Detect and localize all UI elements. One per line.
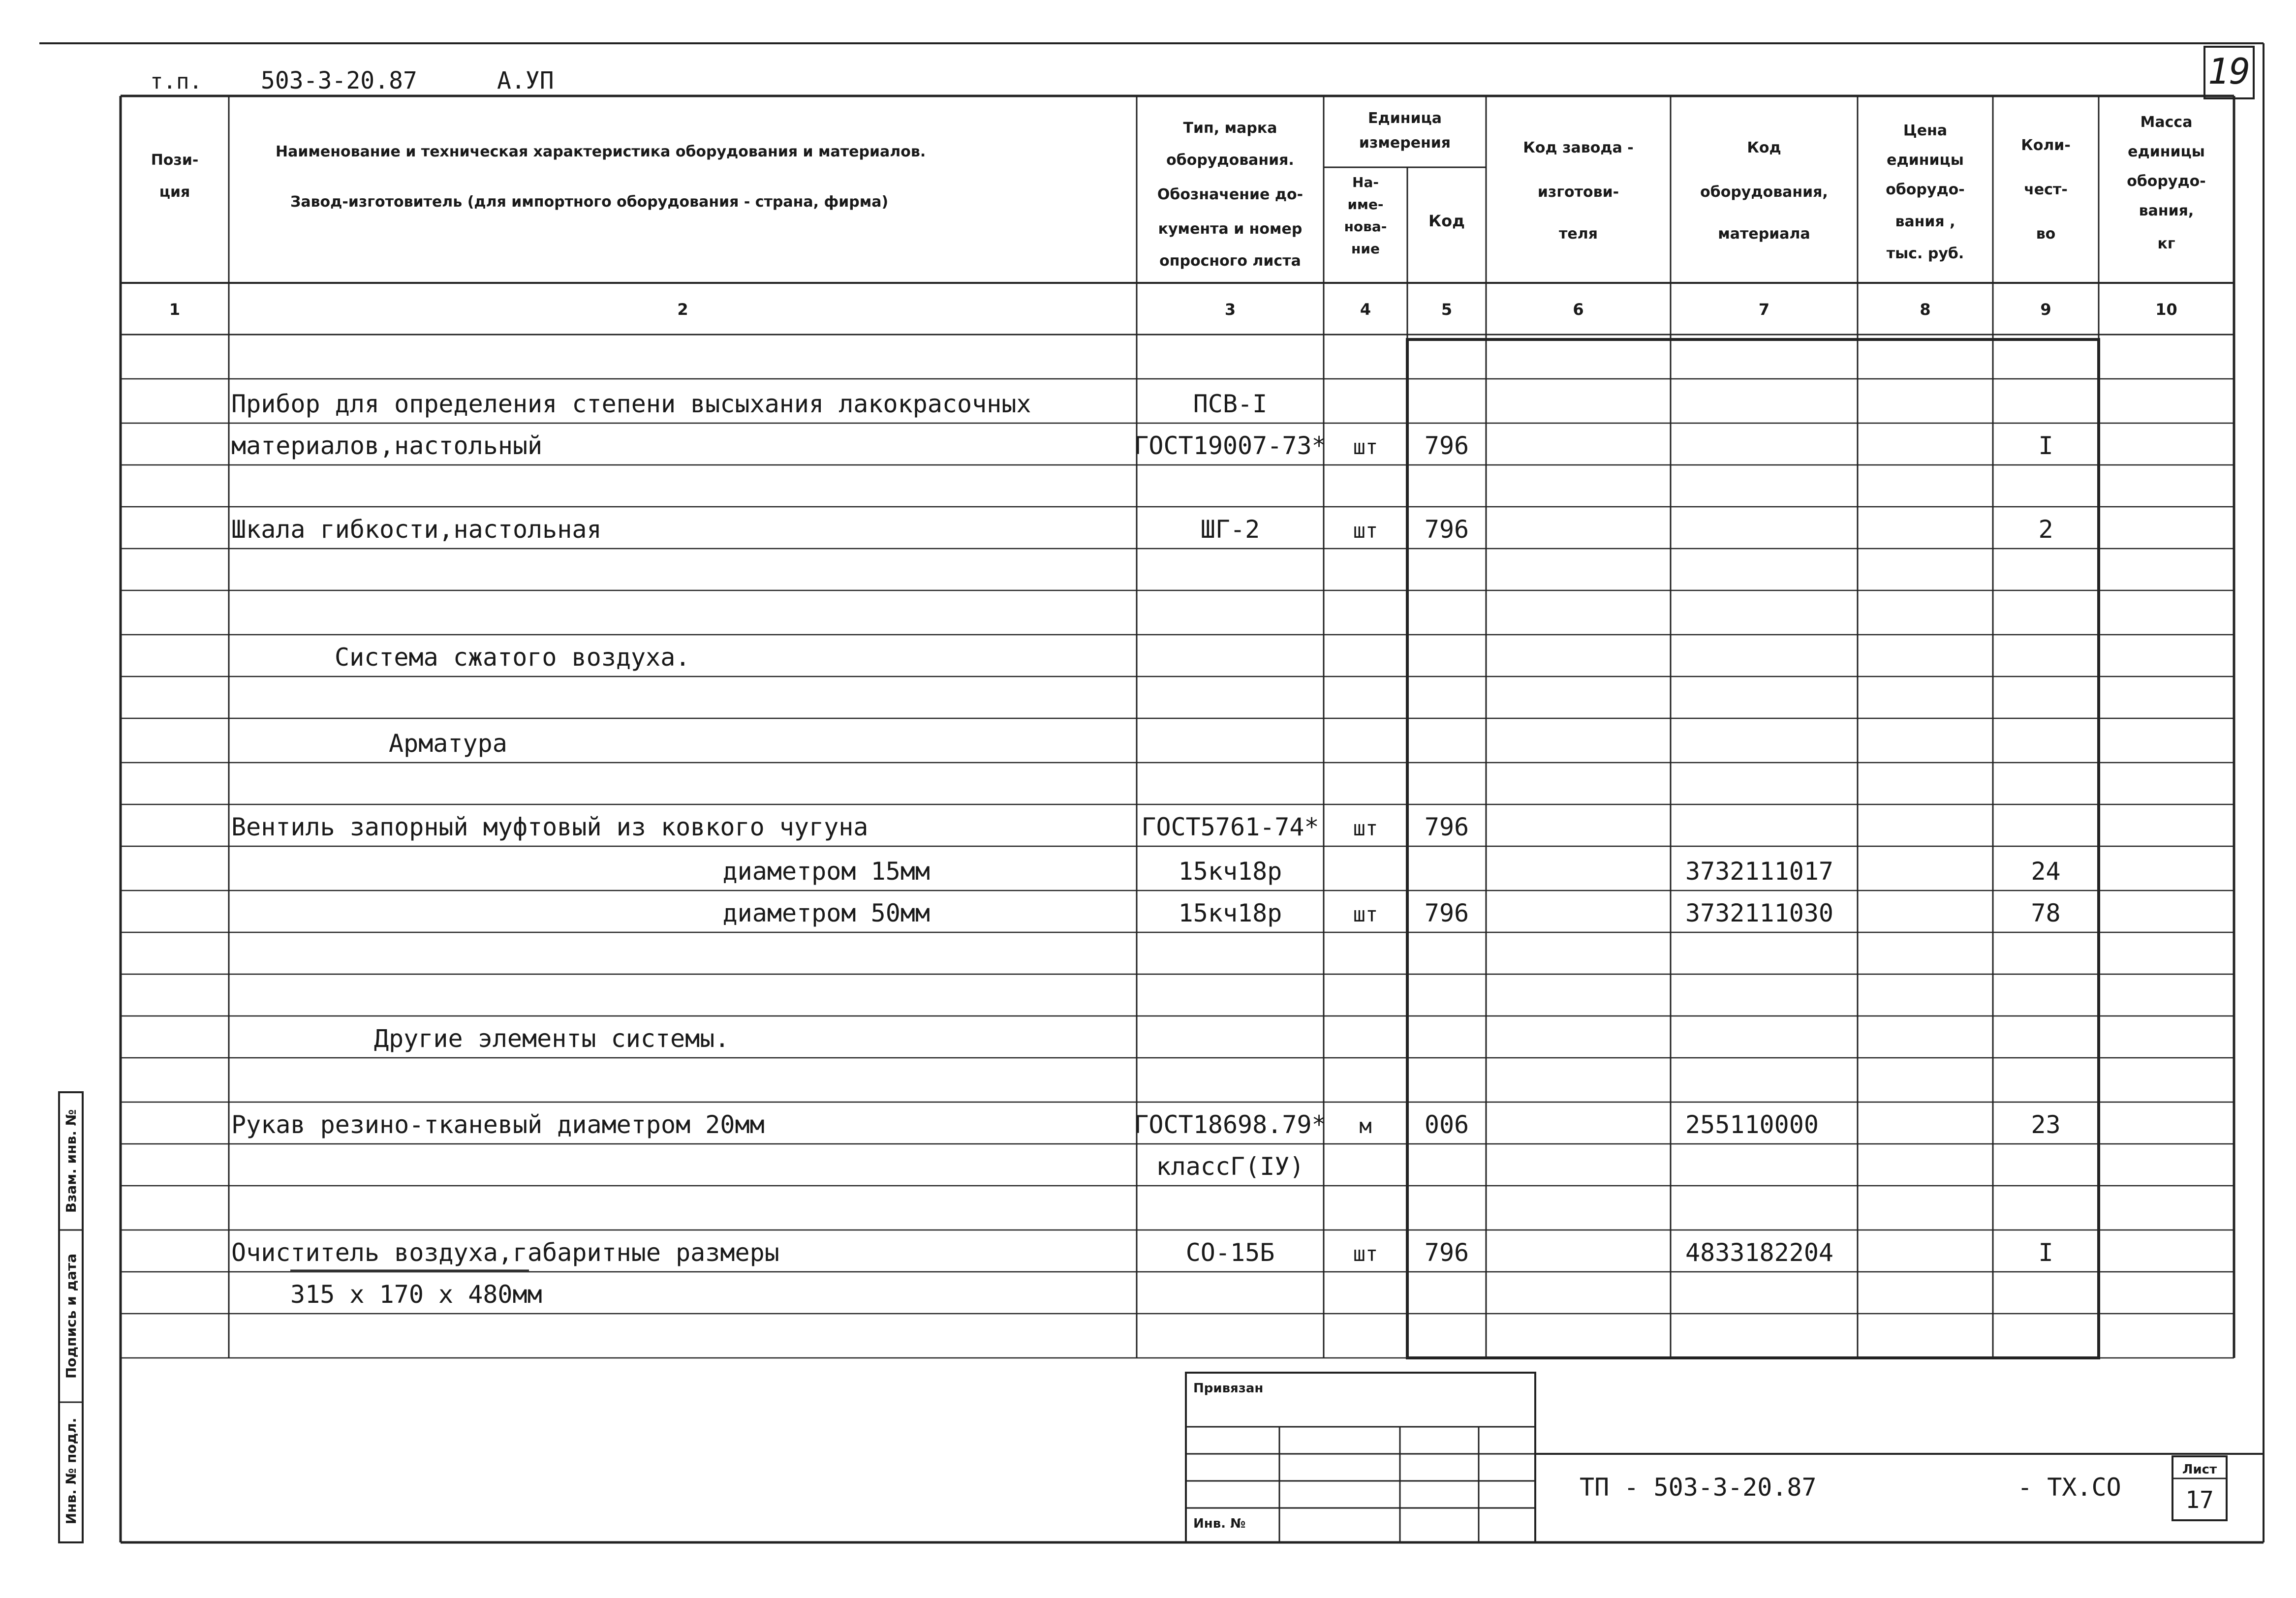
row-12-unit-code: 796	[1424, 813, 1469, 841]
unit-group-title-line-2: измерения	[1359, 134, 1451, 152]
row-5-quantity: 2	[2038, 515, 2053, 544]
column-7-number: 7	[1758, 300, 1770, 319]
row-3-name: материалов,настольный	[231, 431, 543, 460]
stamp-document-suffix: - ТХ.СО	[2017, 1473, 2121, 1502]
column-1-title-line-2: ция	[159, 184, 190, 201]
stamp-privyazan-label: Привязан	[1193, 1381, 1264, 1396]
row-5-name: Шкала гибкости,настольная	[231, 515, 602, 544]
column-5-number: 5	[1441, 300, 1453, 319]
row-12-unit-name: шт	[1353, 816, 1378, 840]
page-number: 19	[2207, 51, 2251, 92]
header-album: А.УП	[497, 67, 554, 94]
row-14-name: диаметром 50мм	[722, 899, 930, 927]
column-8-title-line-5: тыс. руб.	[1886, 245, 1964, 262]
column-1-number: 1	[169, 300, 181, 319]
column-6-number: 6	[1573, 300, 1584, 319]
row-19-name: Рукав резино-тканевый диаметром 20мм	[231, 1110, 765, 1139]
column-6-title-line-2: изготови-	[1537, 184, 1619, 201]
row-12-type: ГОСТ5761-74*	[1141, 813, 1319, 841]
row-5-unit-name: шт	[1353, 519, 1378, 543]
row-12-name: Вентиль запорный муфтовый из ковкого чугуна	[231, 813, 869, 841]
stamp-document-code: ТП - 503-3-20.87	[1580, 1473, 1817, 1502]
column-4-title-line-1: На-	[1352, 174, 1379, 190]
row-17-name: Другие элементы системы.	[374, 1024, 730, 1053]
column-9-title-line-1: Коли-	[2021, 137, 2071, 154]
row-19-unit-name: м	[1359, 1114, 1372, 1138]
column-9-number: 9	[2040, 300, 2051, 319]
row-3-quantity: I	[2038, 431, 2053, 460]
table-header	[151, 110, 2206, 319]
row-22-quantity: I	[2038, 1238, 2053, 1267]
row-22-material-code: 4833182204	[1685, 1238, 1834, 1267]
row-22-type: СО-15Б	[1185, 1238, 1275, 1267]
row-22-unit-code: 796	[1424, 1238, 1469, 1267]
row-13-type: 15кч18р	[1178, 857, 1282, 886]
row-5-unit-code: 796	[1424, 515, 1469, 544]
column-4-title-line-3: нова-	[1344, 218, 1387, 235]
row-14-material-code: 3732111030	[1685, 899, 1834, 927]
row-14-unit-code: 796	[1424, 899, 1469, 927]
row-8-name: Система сжатого воздуха.	[335, 643, 690, 672]
row-14-type: 15кч18р	[1178, 899, 1282, 927]
row-13-quantity: 24	[2031, 857, 2061, 886]
column-9-title-line-2: чест-	[2024, 181, 2068, 198]
column-1-title-line-1: Пози-	[151, 152, 199, 169]
column-8-title-line-1: Цена	[1903, 122, 1948, 139]
row-19-material-code: 255110000	[1685, 1110, 1819, 1139]
column-3-title-line-5: опросного листа	[1159, 252, 1301, 270]
row-14-unit-name: шт	[1353, 902, 1378, 926]
column-10-number: 10	[2155, 300, 2177, 319]
column-3-title-line-2: оборудования.	[1166, 152, 1294, 169]
column-10-title-line-4: вания,	[2139, 202, 2194, 219]
column-3-number: 3	[1224, 300, 1236, 319]
row-20-type: классГ(IУ)	[1156, 1152, 1304, 1181]
row-5-type: ШГ-2	[1200, 515, 1260, 544]
table-body	[231, 390, 2061, 1309]
title-block	[121, 1373, 2264, 1542]
column-8-title-line-2: единицы	[1887, 152, 1964, 169]
row-14-quantity: 78	[2031, 899, 2061, 927]
column-4-title-line-4: ние	[1351, 241, 1380, 257]
stamp-inv-no-label: Инв. №	[1193, 1516, 1246, 1531]
column-7-title-line-3: материала	[1718, 225, 1810, 243]
column-2-title-line-1: Наименование и техническая характеристика оборудования и материалов.	[276, 143, 926, 160]
column-8-title-line-4: вания ,	[1895, 213, 1955, 230]
column-9-title-line-3: во	[2036, 225, 2056, 243]
side-label-3: Инв. № подл.	[63, 1417, 79, 1525]
column-4-title-line-2: име-	[1347, 196, 1384, 213]
column-7-title-line-2: оборудования,	[1700, 184, 1828, 201]
side-label-2: Подпись и дата	[63, 1253, 79, 1379]
column-10-title-line-5: кг	[2157, 235, 2175, 252]
unit-group-title-line-1: Единица	[1368, 110, 1442, 127]
column-3-title-line-1: Тип, марка	[1183, 120, 1277, 137]
column-7-title-line-1: Код	[1747, 139, 1781, 156]
row-3-unit-name: шт	[1353, 435, 1378, 459]
column-10-title-line-2: единицы	[2128, 143, 2205, 160]
column-2-number: 2	[677, 300, 688, 319]
row-3-type: ГОСТ19007-73*	[1134, 431, 1327, 460]
row-13-material-code: 3732111017	[1685, 857, 1834, 886]
row-3-unit-code: 796	[1424, 431, 1469, 460]
column-5-title-line-1: Код	[1428, 212, 1465, 230]
column-3-title-line-4: кумента и номер	[1158, 220, 1303, 238]
row-22-name: Очиститель воздуха,габаритные размеры	[231, 1238, 779, 1267]
column-8-number: 8	[1920, 300, 1931, 319]
row-23-name: 315 х 170 х 480мм	[290, 1280, 542, 1309]
row-19-quantity: 23	[2031, 1110, 2061, 1139]
row-10-name: Арматура	[389, 729, 507, 758]
stamp-sheet-label: Лист	[2182, 1462, 2217, 1477]
column-10-title-line-1: Масса	[2140, 114, 2193, 131]
column-6-title-line-1: Код завода -	[1523, 139, 1634, 156]
row-2-type: ПСВ-I	[1193, 390, 1268, 418]
header-project: 503-3-20.87	[261, 67, 417, 94]
column-3-title-line-3: Обозначение до-	[1157, 186, 1303, 203]
column-10-title-line-3: оборудо-	[2127, 173, 2206, 190]
column-8-title-line-3: оборудо-	[1886, 181, 1965, 198]
row-19-type: ГОСТ18698.79*	[1134, 1110, 1327, 1139]
side-stamp-strip	[59, 1092, 83, 1542]
side-label-1: Взам. инв. №	[63, 1109, 79, 1213]
row-2-name: Прибор для определения степени высыхания лакокрасочных	[231, 390, 1031, 418]
row-22-unit-name: шт	[1353, 1242, 1378, 1266]
stamp-sheet-number: 17	[2185, 1486, 2214, 1514]
column-4-number: 4	[1360, 300, 1371, 319]
header-tp: т.п.	[150, 69, 202, 94]
row-19-unit-code: 006	[1424, 1110, 1469, 1139]
column-2-title-line-2: Завод-изготовитель (для импортного оборудования - страна, фирма)	[290, 193, 889, 211]
column-6-title-line-3: теля	[1559, 225, 1598, 243]
row-13-name: диаметром 15мм	[722, 857, 930, 886]
